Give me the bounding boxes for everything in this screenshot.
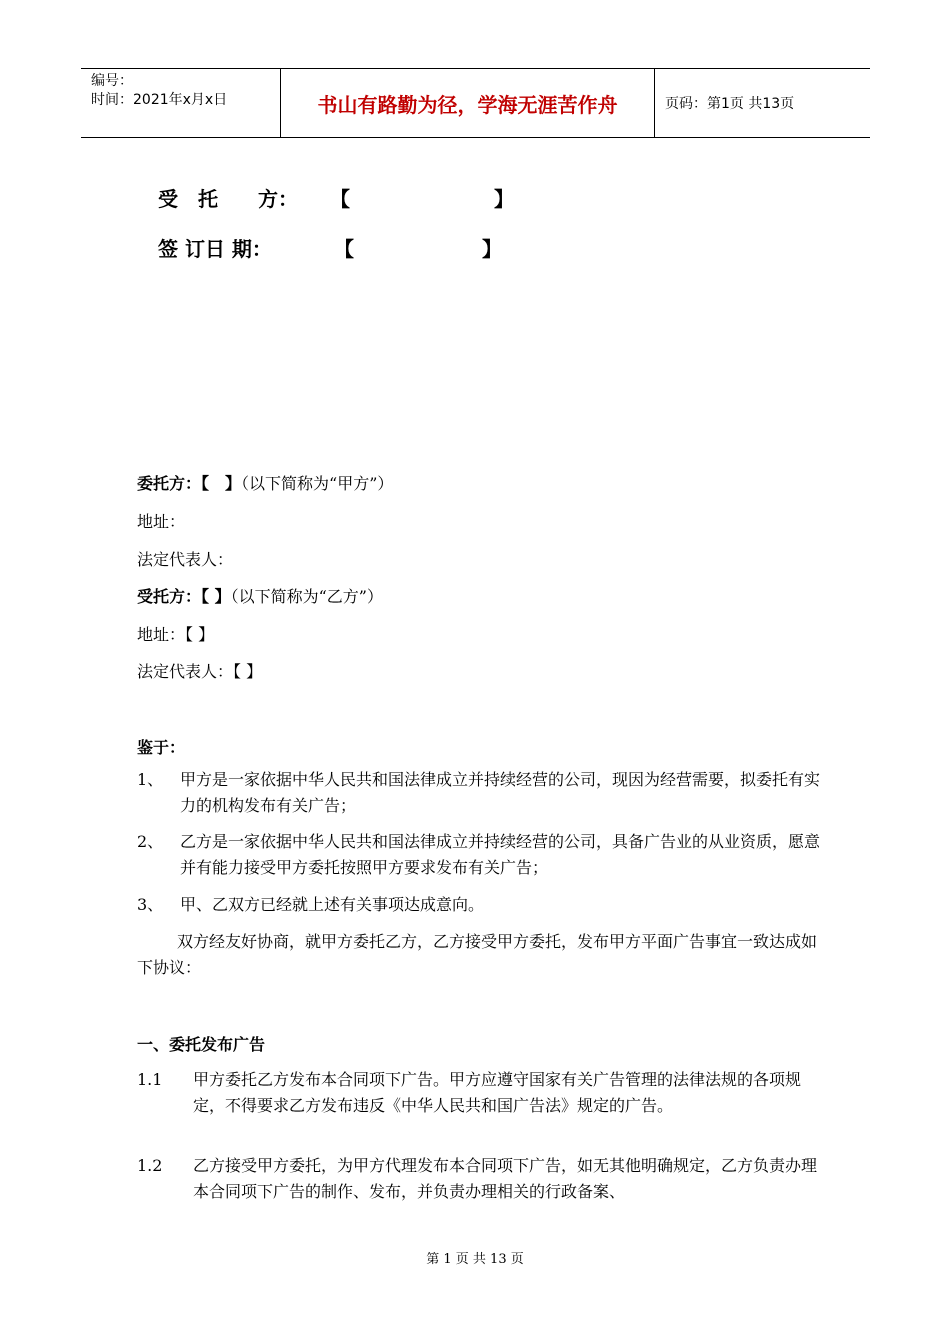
whereas-heading: 鉴于： xyxy=(137,738,186,757)
party-a-label: 委托方：【 】 xyxy=(137,474,242,493)
date-bracket-close: 】 xyxy=(482,237,502,261)
trustee-bracket-open: 【 xyxy=(330,187,350,211)
time-label: 时间：2021年x月x日 xyxy=(91,92,228,108)
clause-item xyxy=(137,1067,827,1119)
party-b-rep: 法定代表人：【 】 xyxy=(137,662,263,681)
party-a-alias: （以下简称为“甲方”） xyxy=(241,474,394,493)
date-signature-line xyxy=(158,233,272,262)
header-meta xyxy=(81,69,281,137)
party-b-line xyxy=(137,584,383,607)
party-b-label: 受托方：【 】 xyxy=(137,587,231,606)
whereas-item xyxy=(137,829,827,881)
clause-text: 甲方委托乙方发布本合同项下广告。甲方应遵守国家有关广告管理的法律法规的各项规定，不得要求乙方发布违反《中华人民共和国广告法》规定的广告。 xyxy=(193,1070,802,1115)
clause-item xyxy=(137,1153,827,1205)
whereas-conclusion: 双方经友好协商，就甲方委托乙方，乙方接受甲方委托，发布甲方平面广告事宜一致达成如下协议： xyxy=(137,932,818,977)
whereas-item xyxy=(137,767,827,819)
whereas-item-text: 甲、乙双方已经就上述有关事项达成意向。 xyxy=(180,895,485,914)
party-b-address: 地址：【 】 xyxy=(137,625,215,644)
header-page-info: 页码：第1页 共13页 xyxy=(665,96,795,112)
whereas-item-num: 2、 xyxy=(137,832,164,851)
page-header xyxy=(81,68,870,138)
number-label: 编号： xyxy=(91,73,133,89)
trustee-signature-line xyxy=(158,183,298,212)
clause-text: 乙方接受甲方委托，为甲方代理发布本合同项下广告，如无其他明确规定，乙方负责办理本合同项下广告的制作、发布，并负责办理相关的行政备案、 xyxy=(193,1156,818,1201)
whereas-item-text: 乙方是一家依据中华人民共和国法律成立并持续经营的公司，具备广告业的从业资质，愿意并有能力接受甲方委托按照甲方要求发布有关广告； xyxy=(180,832,821,877)
party-a-line xyxy=(137,471,393,494)
whereas-item-num: 3、 xyxy=(137,895,164,914)
trustee-label: 受 托 方： xyxy=(158,187,298,211)
section-1-heading: 一、委托发布广告 xyxy=(137,1035,266,1054)
party-a-rep: 法定代表人： xyxy=(137,550,234,569)
whereas-item xyxy=(137,892,827,918)
party-a-address: 地址： xyxy=(137,512,186,531)
trustee-bracket-close: 】 xyxy=(494,187,514,211)
clause-num: 1.2 xyxy=(137,1156,163,1175)
header-motto: 书山有路勤为径，学海无涯苦作舟 xyxy=(281,69,655,137)
date-bracket-open: 【 xyxy=(334,237,354,261)
whereas-item-text: 甲方是一家依据中华人民共和国法律成立并持续经营的公司，现因为经营需要，拟委托有实力的机构发布有关广告； xyxy=(180,770,821,815)
date-label: 签 订日 期： xyxy=(158,237,272,261)
page-footer: 第 1 页 共 13 页 xyxy=(426,1252,524,1267)
whereas-item-num: 1、 xyxy=(137,770,164,789)
party-b-alias: （以下简称为“乙方”） xyxy=(230,587,383,606)
clause-num: 1.1 xyxy=(137,1070,163,1089)
